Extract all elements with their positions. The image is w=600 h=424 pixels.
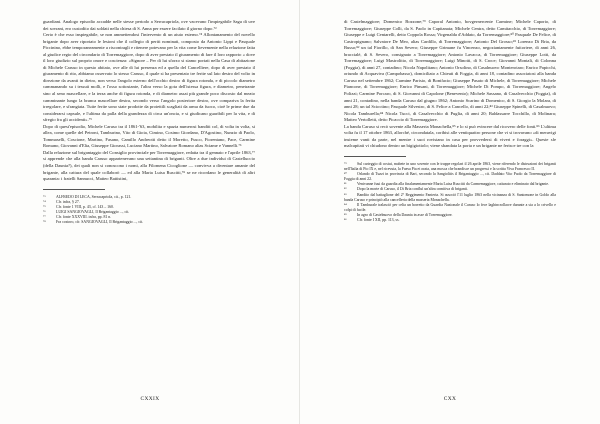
footnote-text: Bandito dal battaglione del 2° Reggimento Fanteria. Si associò l'11 luglio 1863 nella vicinanza di S. Santomone in Goldo alla banda Caruso e principiò alla cancelleria della masseria Monachella. [344, 192, 556, 202]
footnote-rule [43, 189, 105, 190]
footnote-text: Cfr. fonte XXXVIII. infra, pp. 81 n. [56, 215, 112, 220]
body-paragraph: di Castelmaggiore; Domenico Bozzone;⁷⁹ Caporal Antonio, bovgernercente Carmine; Michele Caporio, di Torremaggiore; Giuseppe Colli, da S. Paolo in Capitanata; Michele Centra, detto Camitacchio, di Torremaggiore; Giuseppe e Luigi Centarelli, detto Coppola Rossa; Virgenalda d'Addato, da Torremaggiore;⁸⁰ Pasquale De Felice, di Castropignano; Salvatore De Meo, alias Cardillo, di Torremaggiore; Antonio Del Grosso;⁸¹ Lorenzo Di Bria, da Busso;⁸² un tal Fiorillo, di San Severo; Giuseppe Grimane fu Vincenzo, negoziantamente fuitoriere, di anni 26, braccialé, di S. Severo, consignato a Torremaggiore; Antonio Lavacca, di Torremaggiore; Giuseppe Lotti, da Torremaggiore; Luigi Mastrolitto, di Torremaggiore; Luigi Minotti, di S. Croce; Giovanni Montali, di Colonna (Foggia), di anni 27, contadino; Nicola Napolitano; Antonio Orsolino, di Casalnuovo Monterotaro; Enrico Papicchi, oriundo di Acquaviva (Campobasso), domiciliato a Chieuti di Foggia, di anni 18, contadino associatosi alla banda Caruso nel settembre 1862; Carmine Parisio, di Bonifacio; Giuseppe Pasato di Michele, di Torremaggiore; Michele Piancone, di Torremaggiore; Enrico Pinsani, di Torremaggiore; Michele Di Pompo, di Torremaggiore; Angelo Polizzi; Carmine Porcaro, di S. Giovanni di Capolone (Benevento); Michele Sassano, di Casalvecchio (Foggia), di anni 21, contadino, nella banda Caruso dal giugno 1862; Antonio Scarino di Domenico, di S. Giorgio la Molara, di anni 28; un tal Scioctino; Pasquale Silvestro, di S. Felice a Cancello, di anni 22;⁸³ Giuseppe Spinelli, di Casalnuovo; Nicola Tamburella;⁸⁴ Nicola Tucci, di Casalvecchio di Puglia, di anni 20; Baldassarre Tocchillo, di Molinara; Matteo Vertolletti, detto Picaccio di Torremaggiore. [344, 19, 556, 123]
footnote-number: ⁷⁹ [344, 161, 347, 166]
footnote [344, 203, 556, 213]
footnote-number: ⁷⁸ [43, 220, 46, 225]
footnote [43, 220, 255, 225]
footnote-text: Il Tamburale tralasciò per celia un borretto da Guardia Nazionale il Caruso lo fece laghincrollacre durante a sia a lo crivello e colpi di fucile. [344, 202, 556, 212]
footnote-text: Cfr. fonte 1 VIII, p. 43, cf. 143 – 160. [56, 204, 114, 209]
footnote-number: ⁷⁷ [43, 215, 46, 220]
footnote-number: ⁷⁶ [43, 209, 46, 214]
footnote-number: ⁸³ [344, 192, 347, 197]
footnote-text: In agro di Castelnuovo della Daunia in asse di Torremaggiore. [357, 212, 453, 217]
footnote-number: ⁸⁵ [344, 212, 347, 217]
footnotes [43, 189, 255, 226]
footnote [344, 218, 556, 223]
footnotes [344, 156, 556, 223]
footnote-text: Dopo la morte di Caruso, il Di Bria confluì un'altra comitiva di briganti. [357, 187, 468, 192]
footnote-number: ⁷⁴ [43, 199, 46, 204]
footnote-rule [344, 156, 406, 157]
footnote-number: ⁸⁶ [344, 217, 347, 222]
left-text-column [43, 19, 255, 225]
footnote-text: Sul carteggio di costui, mabete in uno sovente con le truppe regolari il 26 aprile 1863, viene riferendo le distruzioni dei briganti nell'Italia di Pio IX e, nel ricevuta, la Fuesa Pia et orata, una mosca che brandisce un progressi e la scritta Viva Francesco II. [344, 161, 556, 172]
footnote-text: Cfr. infra, § 27. [56, 199, 80, 204]
body-paragraph: Dalla relazione sul brigantaggio del Consiglio provinciale per Torremaggiore, redatta tra il gennaio e l'aprile 1863,⁷⁷ si apprende che alla banda Caruso appartenevano una settantina di briganti. Oltre a due individui di Castelluccio (della Daunia?), dei quali non si conoscono i nomi, alla Filomena Cicoglione — convivva a diventare amante del brigante, alla cattura del quale collaborò — ed alla Maria Luisa Ruscitti,⁷⁸ se ne ricordano le generalità di altri quaranta: i fratelli Sannucci, Matteo Battistini, [43, 149, 255, 182]
footnote [344, 193, 556, 203]
footnote-number: ⁸⁴ [344, 202, 347, 207]
footnote-number: ⁷³ [43, 194, 46, 199]
footnote-number: ⁸⁰ [344, 172, 347, 177]
page-number-left: CXXIX [140, 396, 160, 402]
footnote-text: Orlando di Tuzzi in provincia di Bari, secondo la Sangiolitis il Brigantaggio ..., cit. Daddato Vito Paolo da Torremaggiore di Foggia di anni 22. [344, 172, 556, 182]
body-paragraph: guardiani. Analogo episodio accadde nelle stesse periodo a Serracapriola, ove vacevano l'impiegabile Saga di uve dei sovrani, ero custodito dai soldati nella chiesa di S. Anna per essere facilato il giorno dopo.⁷³ [43, 19, 255, 31]
footnote [344, 172, 556, 182]
footnote [344, 162, 556, 172]
right-text-column [344, 19, 556, 223]
footnote-text: Cfr. fonte I XII, pp. 113, ss. [357, 217, 400, 222]
body-paragraph: Certo è che esso inspiegabile, se non ammettendosi l'intervento di un aiuto esterno.⁷⁴ Allontanamento del novello brigante dopo aver riportato le lesioni che il collegio di periti nominati, composto da Antonio Lippi e Pasquale Piccinino, ebbe temporaneamente a riscontragli e ritenere potevano per la vita come lievemente nella relazione fatta al giudice regio del circondario di Torremaggiore, dopo di aver prestato il giuramento di fare il loro rapporto « dove il loro giudizio sul proprio onore e coscienza: «Signore – Per di lui sforzo si siamo portati nella Casa di abitazione di Michele Caruso in questo abitato, ove alle di lui presenza ed a quella del Cancelliere, dopo di aver prestato il giuramento di rito, abbiamo osservato lo stesso Caruso, il quale si ha presentato tre ferite sul lato destro del volto in direzione da avanti in dietro, non verso l'angolo esterno dell'occhio destro di figura rotonda, e di piccolo diametro cammanando su i tessuti molli, e l'osso sottostante, l'altra verso la gota dell'istessa figura, e diametro, penetrante sino al seno mascellare, e la terza anche di figura rotonda, e di diametro assai più grande poco discosto dal meato camminante lungo la branca mascellare destra, secondo verso l'angolo posteriore destro, ove compariva la ferita irregolare, e sfrangiata. Tutte ferite sono state prodotte da proiettili scagliati da arma da fuoco, cioè le prime due da considerarsi capsule, e l'ultima da palla della grandezza di circa un'oncia, e si giudicano guaribili per la vita, e di sfregio fra gli accidenti».⁷⁵ [43, 32, 255, 123]
footnote-number: ⁷⁵ [43, 204, 46, 209]
footnote-text: Fra costoro, cfr. SANGIOVAGLI, Il Brigantaggio ..., cit. [56, 220, 144, 225]
footnote-text: ALFREDO DI LECA, Serracapriola, cit., p. 121. [56, 194, 132, 199]
right-page [300, 0, 600, 424]
footnote-text: Venivanne fuui da guardia alla finalamentamente Maria Luisa Ruscitti da Carmemaggiore, catturato e eliminato dal brigante. [357, 182, 550, 187]
page-number-right: CXX [443, 396, 457, 402]
body-paragraph: La banda Caruso si recò sovente alla Masseria Monachella,⁸⁵ e lo si può evincere dal ricovero delle fonti.⁸⁶ L'ultima volta fu il 17 ottobre 1863, allorché, circondatala, coribisi alle ventiquattro persone che vi si trovavano «di meravigi insieme vanti da parte, nel mentre i suoi rovistano in casa per provvedersi di viveri e foraggi». Queste sfe malcapitati vi chiudono dentro un bigigiottolo; viene sbandata la porta e un brigante ne ferisce tre con la [344, 123, 556, 149]
footnote-number: ⁸² [344, 187, 347, 192]
footnote-number: ⁸¹ [344, 182, 347, 187]
footnote-text: LUIGI SANGIOVAGLI, Il Brigantaggio ..., cit. [56, 209, 130, 214]
body-paragraph: Dopo di quest'episodio, Michele Caruso tra il 1861-'63, mobilita e spazia numerosi banditi col, di volta in volta, si allea, come quelle del Petroni, Tamburino, Vito di Gioia, Cimino, Cosimo Giordano, D'Agostino, Nunzio di Paolo, Tommaselli, Coscione, Martino, Fasano, Camillo Andreotti detto il Moretto, Fusco, Fiorentano, Pace, Carmine Romano, Giovanni d'Elia, Giuseppe Giorassi, Luciano Martino, Salvatore Romano alias Sciame e Vannelli.⁷⁶ [43, 123, 255, 149]
